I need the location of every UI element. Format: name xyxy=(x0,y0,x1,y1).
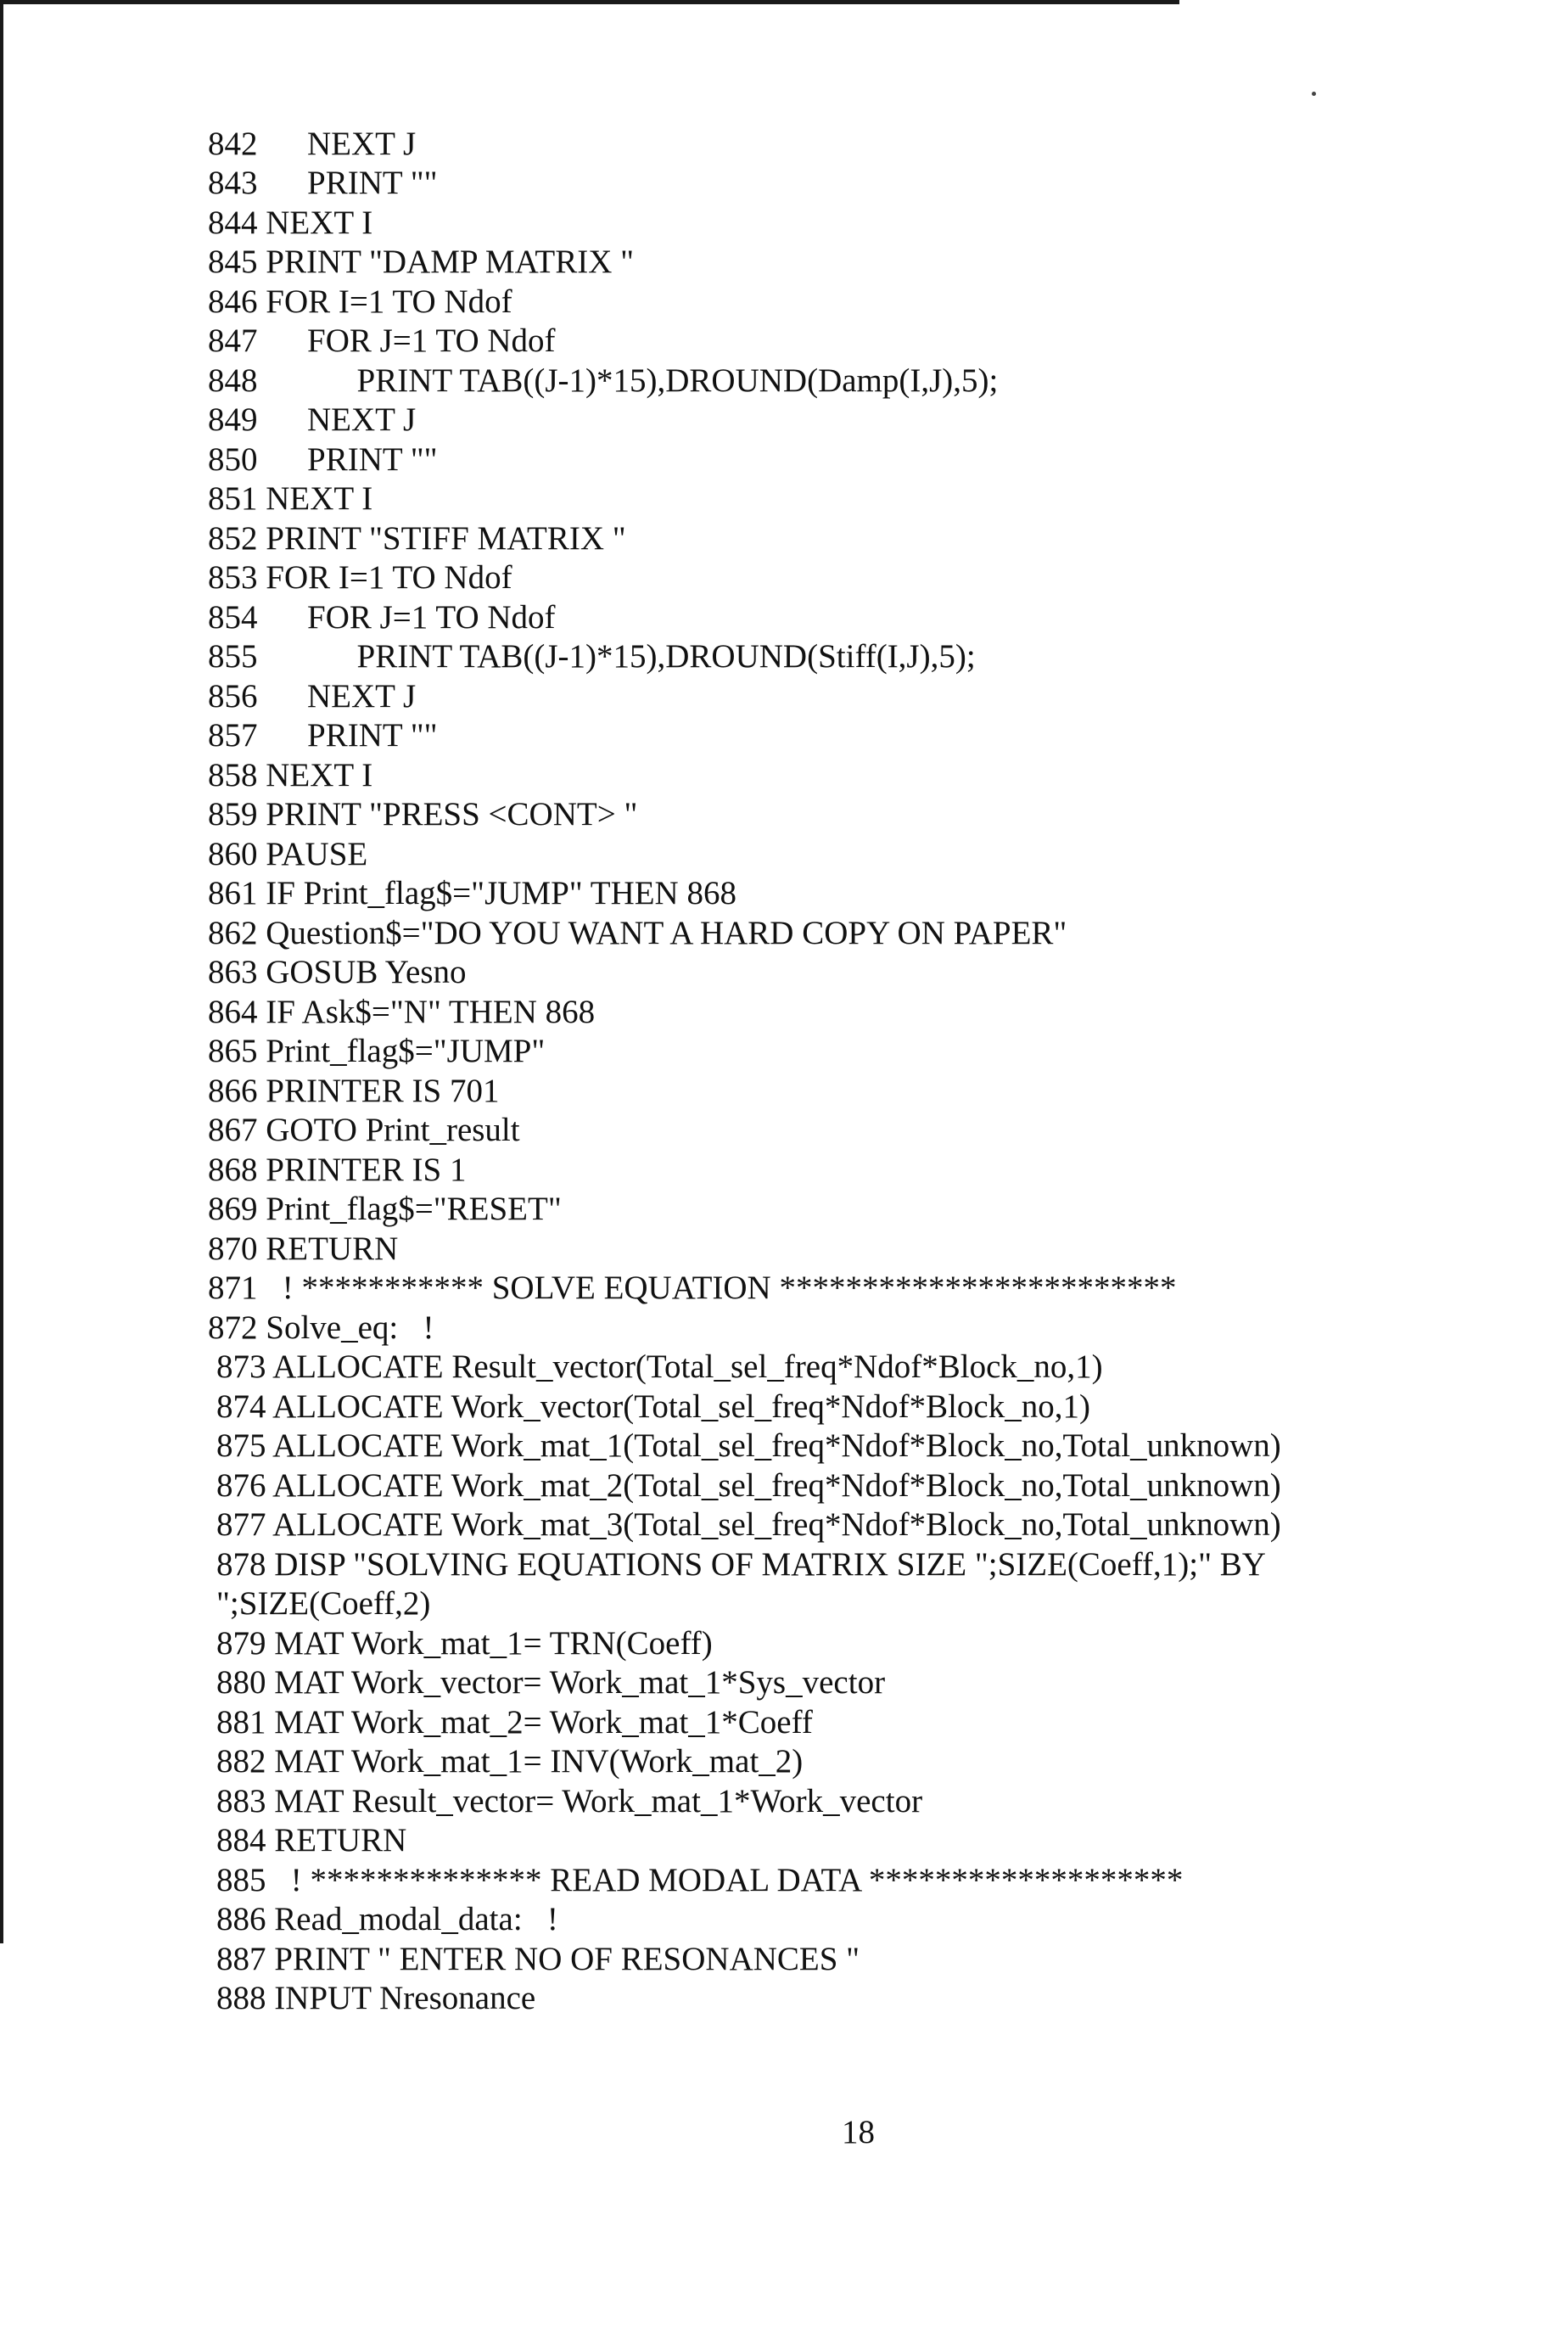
code-line: 872 Solve_eq: ! xyxy=(208,1309,434,1346)
code-line: 861 IF Print_flag$="JUMP" THEN 868 xyxy=(208,875,736,911)
code-line: 867 GOTO Print_result xyxy=(208,1112,520,1148)
code-line: 853 FOR I=1 TO Ndof xyxy=(208,559,512,596)
code-line: 859 PRINT "PRESS <CONT> " xyxy=(208,796,638,833)
code-line: 885 ! ************** READ MODAL DATA ******************* xyxy=(216,1862,1184,1898)
code-line: 842 NEXT J xyxy=(208,126,417,162)
code-line: 856 NEXT J xyxy=(208,678,417,715)
code-line: 862 Question$="DO YOU WANT A HARD COPY ON PAPER" xyxy=(208,915,1067,951)
code-line: 846 FOR I=1 TO Ndof xyxy=(208,283,512,320)
code-line: 843 PRINT "" xyxy=(208,165,438,201)
code-line: 866 PRINTER IS 701 xyxy=(208,1073,500,1109)
code-line: 865 Print_flag$="JUMP" xyxy=(208,1033,546,1069)
code-line: 854 FOR J=1 TO Ndof xyxy=(208,599,556,636)
code-line: 864 IF Ask$="N" THEN 868 xyxy=(208,994,596,1030)
code-line: 844 NEXT I xyxy=(208,205,373,241)
code-line: 857 PRINT "" xyxy=(208,717,438,754)
scan-left-border xyxy=(0,0,3,1943)
code-line: 882 MAT Work_mat_1= INV(Work_mat_2) xyxy=(216,1743,804,1780)
code-line: 855 PRINT TAB((J-1)*15),DROUND(Stiff(I,J),5); xyxy=(208,638,976,675)
code-line: 876 ALLOCATE Work_mat_2(Total_sel_freq*Ndof*Block_no,Total_unknown) xyxy=(216,1467,1281,1504)
code-line: 849 NEXT J xyxy=(208,401,417,438)
code-line: 868 PRINTER IS 1 xyxy=(208,1152,467,1188)
code-line: 880 MAT Work_vector= Work_mat_1*Sys_vector xyxy=(216,1664,886,1701)
code-line: 848 PRINT TAB((J-1)*15),DROUND(Damp(I,J),5); xyxy=(208,362,999,399)
code-line: 881 MAT Work_mat_2= Work_mat_1*Coeff xyxy=(216,1704,813,1741)
code-line: 845 PRINT "DAMP MATRIX " xyxy=(208,244,635,280)
code-line: 852 PRINT "STIFF MATRIX " xyxy=(208,520,626,557)
code-line: 884 RETURN xyxy=(216,1822,407,1858)
page-number: 18 xyxy=(842,2114,875,2150)
code-line: 878 DISP "SOLVING EQUATIONS OF MATRIX SIZE ";SIZE(Coeff,1);" BY xyxy=(216,1546,1266,1583)
code-line: 851 NEXT I xyxy=(208,480,373,517)
code-line: 888 INPUT Nresonance xyxy=(216,1980,536,2016)
code-line: 850 PRINT "" xyxy=(208,441,438,478)
code-line: 870 RETURN xyxy=(208,1231,399,1267)
code-line: 877 ALLOCATE Work_mat_3(Total_sel_freq*Ndof*Block_no,Total_unknown) xyxy=(216,1506,1281,1543)
scan-speck xyxy=(1312,92,1316,96)
code-line: 860 PAUSE xyxy=(208,836,368,872)
code-line: 887 PRINT " ENTER NO OF RESONANCES " xyxy=(216,1941,860,1977)
code-line: 858 NEXT I xyxy=(208,757,373,793)
code-line: 873 ALLOCATE Result_vector(Total_sel_freq*Ndof*Block_no,1) xyxy=(216,1348,1103,1385)
code-line: 875 ALLOCATE Work_mat_1(Total_sel_freq*Ndof*Block_no,Total_unknown) xyxy=(216,1427,1281,1464)
code-line: 879 MAT Work_mat_1= TRN(Coeff) xyxy=(216,1625,713,1662)
code-line: 863 GOSUB Yesno xyxy=(208,954,467,990)
code-line: 886 Read_modal_data: ! xyxy=(216,1901,558,1937)
code-line: 874 ALLOCATE Work_vector(Total_sel_freq*Ndof*Block_no,1) xyxy=(216,1388,1090,1425)
code-line: 871 ! *********** SOLVE EQUATION ************************ xyxy=(208,1270,1177,1306)
code-line: 869 Print_flag$="RESET" xyxy=(208,1191,562,1227)
code-line: 883 MAT Result_vector= Work_mat_1*Work_vector xyxy=(216,1783,923,1819)
scan-top-border xyxy=(0,0,1179,4)
code-line: 847 FOR J=1 TO Ndof xyxy=(208,322,556,359)
code-line: ";SIZE(Coeff,2) xyxy=(216,1585,431,1622)
